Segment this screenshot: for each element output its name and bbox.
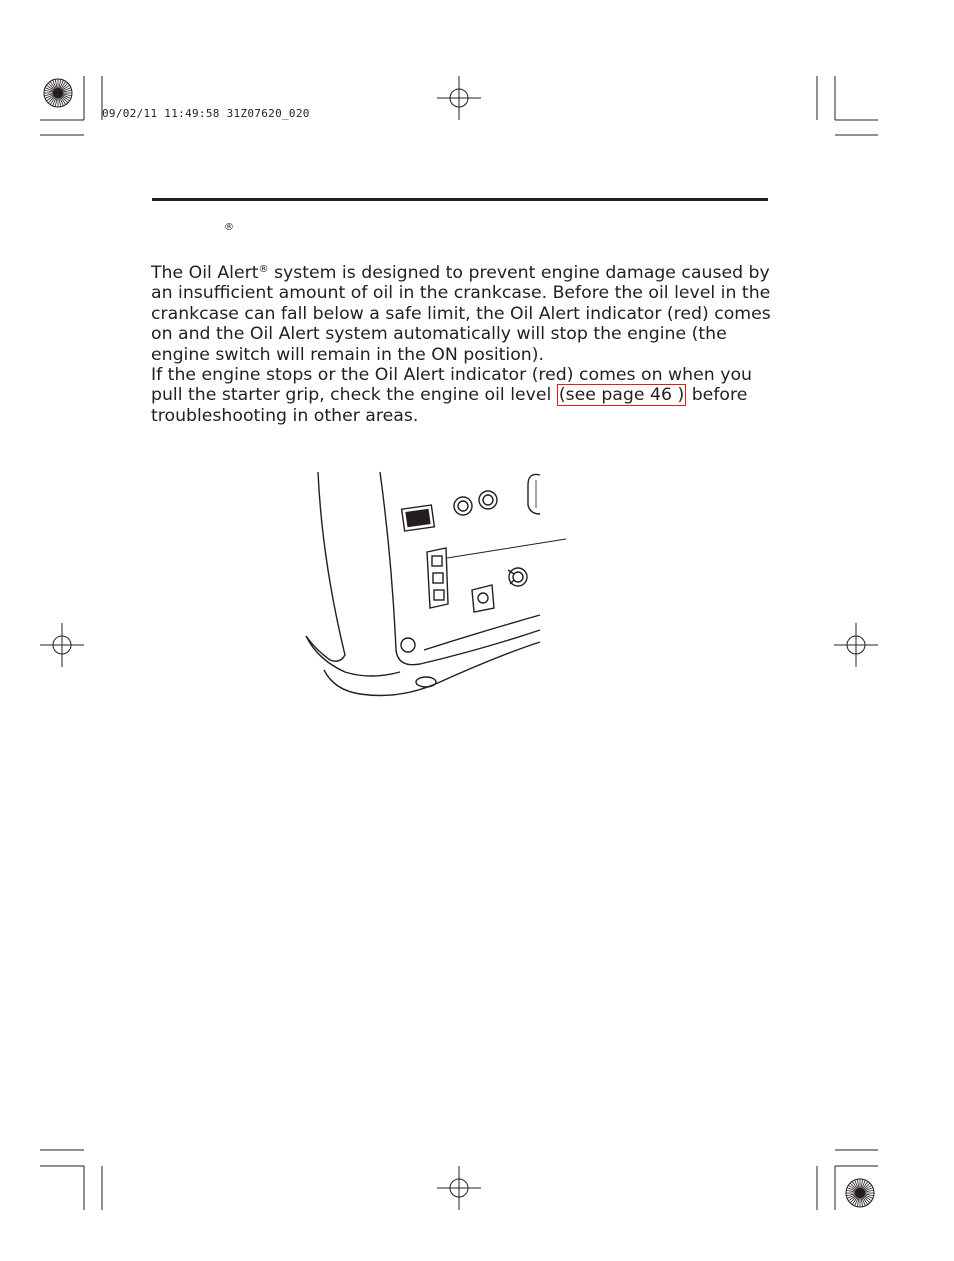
see-page-46-link[interactable]: (see page 46 ) xyxy=(558,385,685,406)
paragraph-engine-stops: If the engine stops or the Oil Alert indicator (red) comes on when you pull the starter grip, check the engine oil level (see page 46 ) before troubleshooting in other areas. xyxy=(151,365,752,426)
print-timestamp: 09/02/11 11:49:58 31Z07620_020 xyxy=(102,107,310,120)
registration-mark-right xyxy=(834,623,878,667)
registration-mark-bottom xyxy=(437,1166,481,1210)
oil-alert-description xyxy=(151,263,771,426)
heading-registered-mark: ® xyxy=(224,222,234,233)
paragraph-oil-alert-system: The Oil Alert® system is designed to prevent engine damage caused by an insufficient amount of oil in the crankcase. Before the oil level in the crankcase can fall below a safe limit, the Oil Alert indicator (red) comes on and the Oil Alert system automatically will stop the engine (the engine switch will remain in the ON position). xyxy=(151,263,771,365)
section-rule xyxy=(152,198,768,201)
control-panel-illustration xyxy=(306,472,566,696)
registration-mark-left xyxy=(40,623,84,667)
registration-mark-top xyxy=(437,76,481,120)
